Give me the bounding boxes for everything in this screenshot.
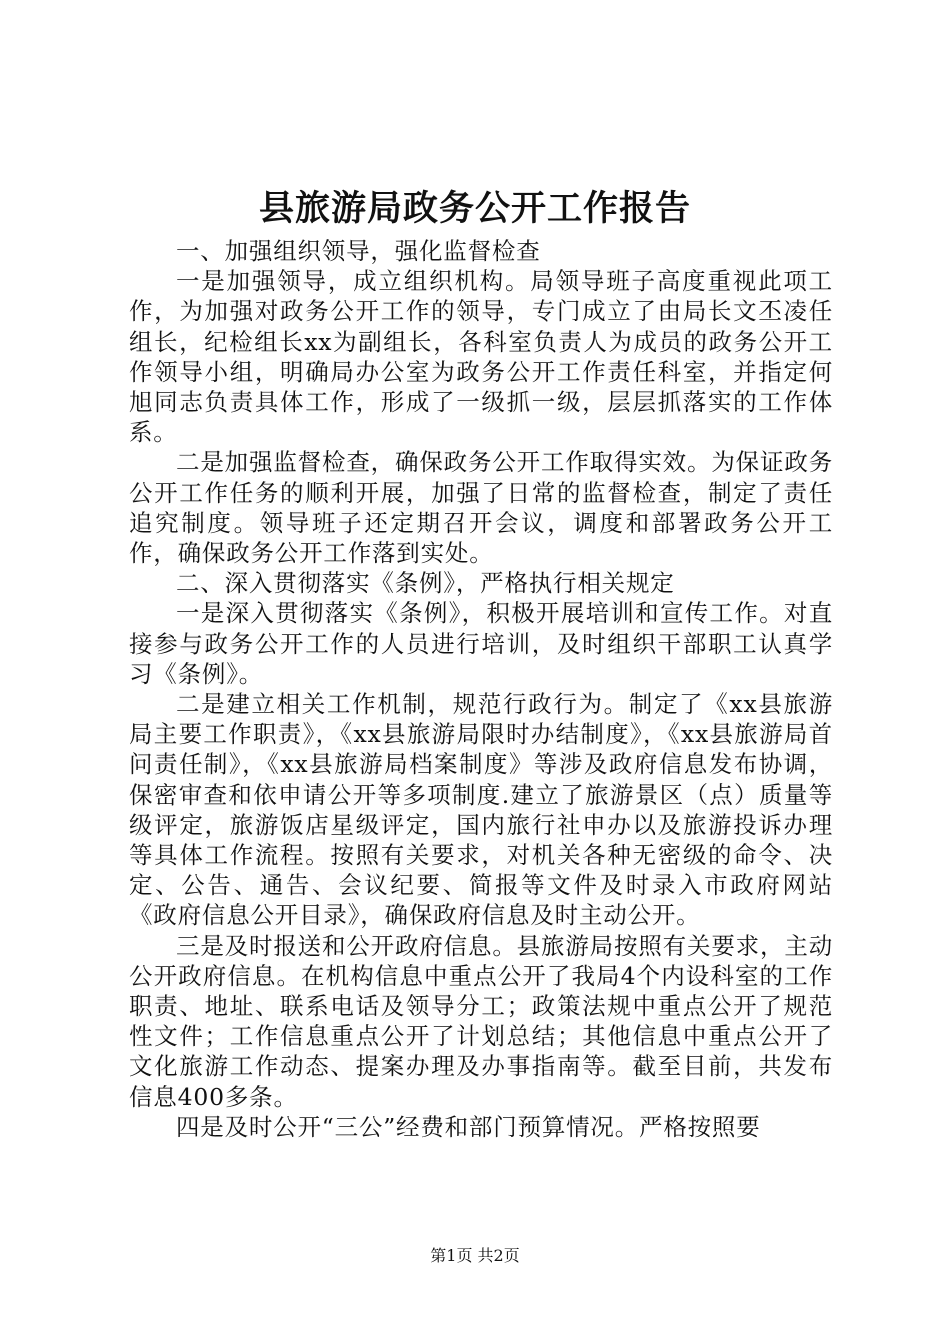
paragraph-6: 四是及时公开“三公”经费和部门预算情况。严格按照要	[176, 1112, 761, 1141]
paragraph-3: 一是深入贯彻落实《条例》，积极开展培训和宣传工作。对直接参与政务公开工作的人员进行培训，及时组织干部职工认真学习《条例》。	[129, 599, 833, 688]
paragraph-1: 一是加强领导，成立组织机构。局领导班子高度重视此项工作，为加强对政务公开工作的领导，专门成立了由局长文丕凌任组长，纪检组长xx为副组长，各科室负责人为成员的政务公开工作领导小组，明确局办公室为政务公开工作责任科室，并指定何旭同志负责具体工作，形成了一级抓一级，层层抓落实的工作体系。	[129, 267, 833, 447]
document-body	[129, 236, 833, 1142]
section-heading-2: 二、深入贯彻落实《条例》，严格执行相关规定	[176, 569, 675, 598]
paragraph-4: 二是建立相关工作机制，规范行政行为。制定了《xx县旅游局主要工作职责》，《xx县旅游局限时办结制度》，《xx县旅游局首问责任制》，《xx县旅游局档案制度》等涉及政府信息发布协调，保密审查和依申请公开等多项制度.建立了旅游景区（点）质量等级评定，旅游饭店星级评定，国内旅行社申办以及旅游投诉办理等具体工作流程。按照有关要求，对机关各种无密级的命令、决定、公告、通告、会议纪要、简报等文件及时录入市政府网站《政府信息公开目录》，确保政府信息及时主动公开。	[129, 690, 833, 930]
document-title: 县旅游局政务公开工作报告	[258, 188, 691, 229]
section-heading-1: 一、加强组织领导，强化监督检查	[176, 237, 541, 265]
paragraph-5: 三是及时报送和公开政府信息。县旅游局按照有关要求，主动公开政府信息。在机构信息中重点公开了我局4个内设科室的工作职责、地址、联系电话及领导分工；政策法规中重点公开了规范性文件；工作信息重点公开了计划总结；其他信息中重点公开了文化旅游工作动态、提案办理及办事指南等。截至目前，共发布信息400多条。	[129, 931, 833, 1111]
page-footer: 第1页 共2页	[430, 1246, 520, 1265]
paragraph-2: 二是加强监督检查，确保政务公开工作取得实效。为保证政务公开工作任务的顺利开展，加强了日常的监督检查，制定了责任追究制度。领导班子还定期召开会议，调度和部署政务公开工作，确保政务公开工作落到实处。	[129, 448, 833, 568]
